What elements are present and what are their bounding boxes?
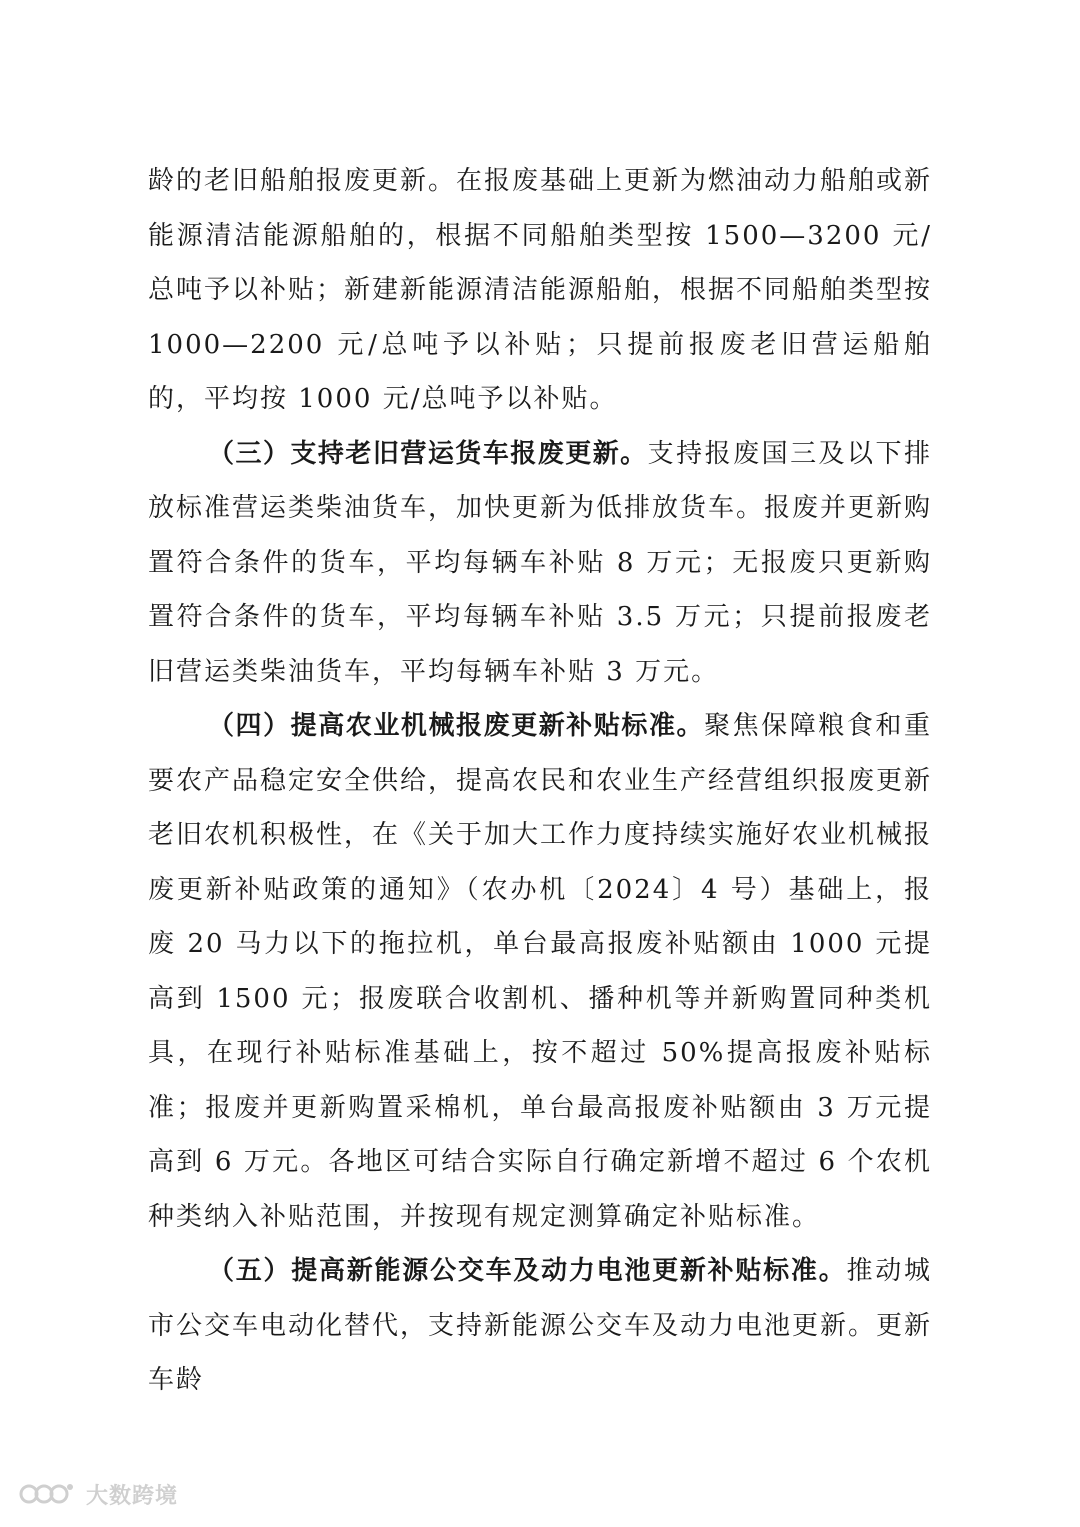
paragraph-lead: （四）提高农业机械报废更新补贴标准。 <box>208 711 705 741</box>
document-body <box>148 154 932 1408</box>
paragraph-text: 聚焦保障粮食和重要农产品稳定安全供给，提高农民和农业生产经营组织报废更新老旧农机积极性，在《关于加大工作力度持续实施好农业机械报废更新补贴政策的通知》（农办机〔2024〕4 号）基础上，报废 20 马力以下的拖拉机，单台最高报废补贴额由 1000 元提高到 1500 元；报废联合收割机、播种机等并新购置同种类机具，在现行补贴标准基础上，按不超过 50%提高报废补贴标准；报废并更新购置采棉机，单台最高报废补贴额由 3 万元提高到 6 万元。各地区可结合实际自行确定新增不超过 6 个农机种类纳入补贴范围，并按现有规定测算确定补贴标准。 <box>148 711 933 1232</box>
watermark <box>18 1476 178 1512</box>
paragraph-buses <box>148 1244 932 1408</box>
paragraph-agri-machinery <box>148 699 932 1244</box>
paragraph-text: 支持报废国三及以下排放标准营运类柴油货车，加快更新为低排放货车。报废并更新购置符合条件的货车，平均每辆车补贴 8 万元；无报废只更新购置符合条件的货车，平均每辆车补贴 3.5 万元；只提前报废老旧营运类柴油货车，平均每辆车补贴 3 万元。 <box>148 438 933 687</box>
paragraph-trucks <box>148 427 932 700</box>
brand-logo-icon <box>18 1479 78 1509</box>
watermark-text: 大数跨境 <box>86 1483 179 1509</box>
paragraph-lead: （三）支持老旧营运货车报废更新。 <box>208 438 648 469</box>
paragraph-text: 推动城市公交车电动化替代，支持新能源公交车及动力电池更新。更新车龄 <box>148 1256 933 1395</box>
paragraph-ships <box>148 154 932 427</box>
paragraph-lead: （五）提高新能源公交车及动力电池更新补贴标准。 <box>208 1256 847 1286</box>
paragraph-text: 龄的老旧船舶报废更新。在报废基础上更新为燃油动力船舶或新能源清洁能源船舶的，根据不同船舶类型按 1500—3200 元/总吨予以补贴；新建新能源清洁能源船舶，根据不同船舶类型按 1000—2200 元/总吨予以补贴；只提前报废老旧营运船舶的，平均按 1000 元/总吨予以补贴。 <box>148 166 933 414</box>
